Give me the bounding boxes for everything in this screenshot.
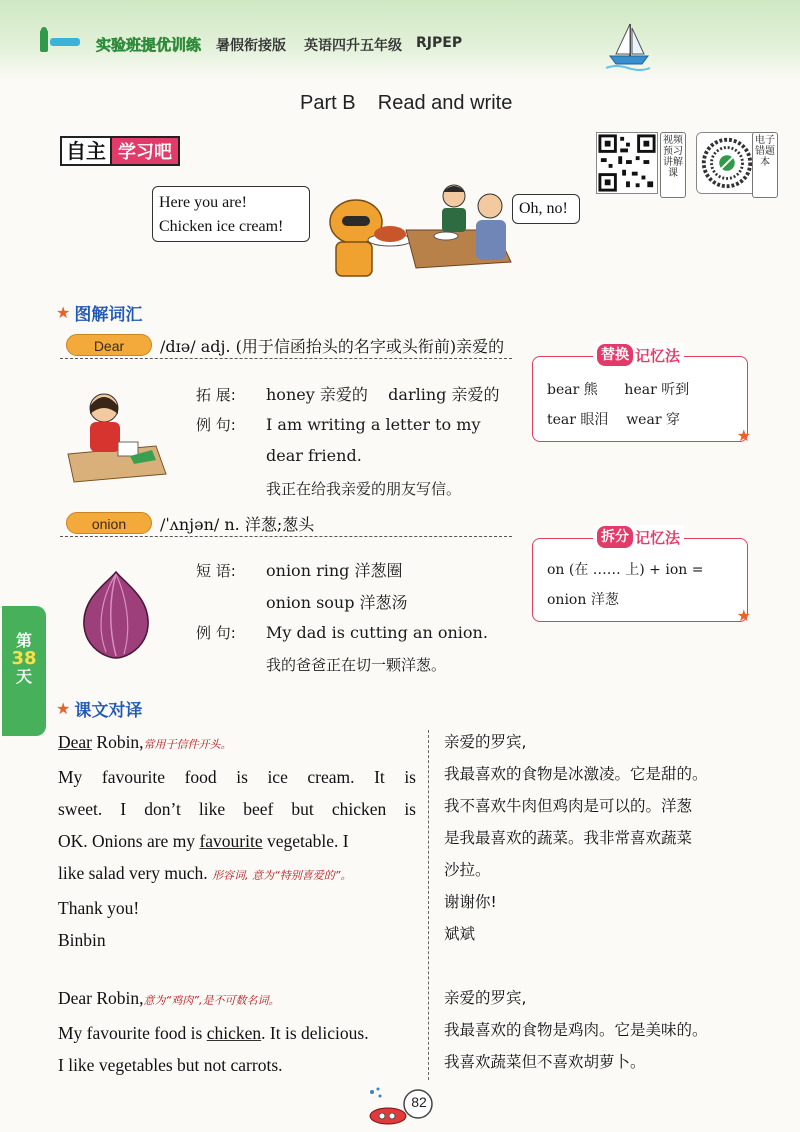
letter-2-line-2: I like vegetables but not carrots. — [58, 1055, 283, 1075]
letter-2-chinese — [444, 982, 708, 1078]
memo-highlight: 拆分 — [597, 526, 633, 548]
example-line: My dad is cutting an onion. — [266, 623, 488, 642]
dear-example-line-2: dear friend. — [266, 446, 362, 465]
onion-definition: /ˈʌnjən/ n. 洋葱;葱头 — [160, 515, 315, 534]
starfish-icon: ★ — [736, 426, 751, 445]
letter-2-line-1 — [58, 1017, 416, 1049]
onion-illustration — [76, 566, 156, 662]
dear-definition: /dɪə/ adj. (用于信函抬头的名字或头衔前)亲爱的 — [160, 337, 505, 356]
series-logo-icon — [38, 26, 88, 56]
letter-2-greeting — [58, 982, 416, 1017]
day-suffix: 天 — [15, 667, 32, 686]
cn-line-2: 我最喜欢的食物是鸡肉。它是美味的。 — [444, 1021, 708, 1039]
speech-bubble-robot — [152, 186, 310, 242]
page-number-badge — [366, 1086, 436, 1126]
star-icon: ★ — [56, 303, 71, 322]
letter-1-line-5: Thank you! — [58, 898, 140, 918]
phrase-label: 短 语: — [196, 562, 236, 580]
sailboat-icon — [604, 20, 652, 72]
greeting-note: 常用于信件开头。 — [143, 738, 232, 751]
word-tag-onion: onion — [66, 512, 152, 534]
letter-1-greeting — [58, 726, 416, 761]
memo-box-replace — [532, 346, 751, 445]
onion-example-cn: 我的爸爸正在切一颗洋葱。 — [266, 656, 447, 674]
extension-label: 拓 展: — [196, 386, 236, 404]
letter-1-english — [58, 726, 416, 956]
chicken-word: chicken — [206, 1023, 262, 1043]
qr-video-label: 视频预习讲解课 — [660, 132, 686, 198]
day-number: 38 — [11, 648, 37, 669]
cn-line-1: 亲爱的罗宾, — [444, 733, 527, 751]
cn-line-1: 亲爱的罗宾, — [444, 989, 527, 1007]
memo-line-1: on (在 …… 上) + ion = — [547, 562, 704, 578]
favourite-word: favourite — [199, 831, 263, 851]
example-line-1: I am writing a letter to my — [266, 415, 481, 434]
self-study-label-b: 学习吧 — [112, 136, 180, 166]
qr-ebook-label: 电子错题本 — [752, 132, 778, 198]
example-label: 例 句: — [196, 416, 236, 434]
text-title-text: 课文对译 — [74, 701, 143, 721]
grade-label: 英语四升五年级 — [304, 38, 402, 54]
cn-line-3: 我喜欢蔬菜但不喜欢胡萝卜。 — [444, 1053, 646, 1071]
letter-1-chinese — [444, 726, 708, 950]
letter-1-line-6: Binbin — [58, 930, 106, 950]
line-1-c: . It is delicious. — [261, 1023, 369, 1043]
cn-line-7: 斌斌 — [444, 925, 476, 943]
vocab-title-text: 图解词汇 — [74, 305, 143, 325]
cn-line-3: 我不喜欢牛肉但鸡肉是可以的。洋葱 — [444, 797, 693, 815]
self-study-label-a: 自主 — [60, 136, 112, 166]
greeting: Dear Robin, — [58, 988, 144, 1008]
page-number: 82 — [411, 1094, 427, 1110]
line-1-a: My favourite food is — [58, 1023, 207, 1043]
dear-example-row — [196, 414, 480, 435]
memo-head — [593, 343, 684, 367]
series-name: 实验班提优训练 — [96, 36, 202, 54]
girl-writing-illustration — [60, 384, 170, 484]
bubble-line-2: Chicken ice cream! — [159, 218, 284, 235]
letter-2-english — [58, 982, 416, 1081]
text-section-title — [56, 696, 142, 721]
line-3-c: vegetable. I — [262, 831, 349, 851]
memo-title: 记忆法 — [635, 528, 681, 547]
speech-bubble-man: Oh, no! — [512, 194, 580, 224]
memo-title: 记忆法 — [635, 346, 681, 365]
bubble-line-1: Here you are! — [159, 194, 247, 211]
column-divider — [428, 730, 429, 1080]
favourite-note: 形容词, 意为“特别喜爱的”。 — [212, 869, 352, 882]
self-study-banner — [60, 134, 180, 168]
starfish-icon: ★ — [736, 606, 751, 625]
cn-line-2: 我最喜欢的食物是冰激凌。它是甜的。 — [444, 765, 708, 783]
dear-extension-row — [196, 382, 499, 405]
divider — [60, 358, 512, 359]
onion-example-row — [196, 622, 488, 643]
cn-line-6: 谢谢你! — [444, 893, 497, 911]
letter-1-line-2: sweet. I don’t like beef but chicken is — [58, 799, 416, 819]
qr-code-ebook[interactable] — [696, 132, 758, 194]
dear-example-cn: 我正在给我亲爱的朋友写信。 — [266, 480, 462, 498]
onion-phrase-row — [196, 558, 402, 581]
memo-head — [593, 525, 684, 549]
letter-1-line-3 — [58, 825, 416, 857]
letter-1-line-4 — [58, 857, 416, 892]
phrase-line-2: onion soup 洋葱汤 — [266, 593, 408, 612]
extension-value: honey 亲爱的 darling 亲爱的 — [266, 385, 500, 404]
memo-highlight: 替换 — [597, 344, 633, 366]
letter-1-line-1: My favourite food is ice cream. It is — [58, 767, 416, 787]
edition-label: 暑假衔接版 — [216, 38, 286, 54]
day-prefix: 第 — [15, 631, 32, 650]
page-title: Part B Read and write — [300, 92, 513, 114]
day-side-tab — [2, 606, 46, 736]
star-icon: ★ — [56, 699, 71, 718]
memo-line-1: bear 熊 hear 听到 — [547, 382, 690, 398]
version-label: RJPEP — [416, 35, 463, 51]
word-tag-dear: Dear — [66, 334, 152, 356]
memo-box-split — [532, 528, 751, 625]
greeting-word: Dear — [58, 732, 93, 752]
line-3-a: OK. Onions are my — [58, 831, 200, 851]
memo-line-2: onion 洋葱 — [547, 592, 619, 608]
cn-line-4: 是我最喜欢的蔬菜。我非常喜欢蔬菜 — [444, 829, 693, 847]
memo-line-2: tear 眼泪 wear 穿 — [547, 412, 680, 428]
greeting-rest: Robin, — [92, 732, 144, 752]
line-4: like salad very much. — [58, 863, 213, 883]
dining-scene-illustration — [306, 172, 516, 282]
phrase-line-1: onion ring 洋葱圈 — [266, 561, 403, 580]
example-label: 例 句: — [196, 624, 236, 642]
qr-code-video[interactable] — [596, 132, 658, 194]
chicken-note: 意为“鸡肉”,是不可数名词。 — [143, 994, 280, 1007]
vocab-section-title — [56, 300, 142, 325]
divider — [60, 536, 512, 537]
cn-line-5: 沙拉。 — [444, 861, 491, 879]
